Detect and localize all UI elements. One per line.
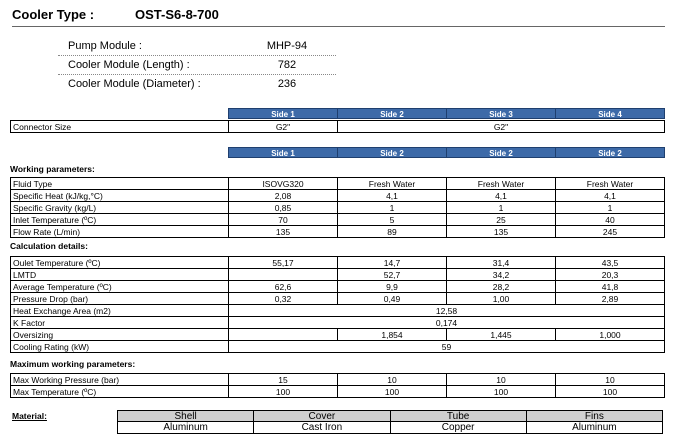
row-value: Fresh Water bbox=[337, 178, 446, 190]
connector-left-value: G2" bbox=[228, 121, 337, 133]
row-label: Flow Rate (L/min) bbox=[10, 226, 228, 238]
cooling-rating-label: Cooling Rating (kW) bbox=[10, 341, 228, 353]
row-value: 4,1 bbox=[555, 190, 665, 202]
row-value: 10 bbox=[555, 374, 665, 386]
row-label: Average Temperature (ºC) bbox=[10, 281, 228, 293]
row-value: 0,85 bbox=[228, 202, 337, 214]
info-label: Cooler Module (Diameter) : bbox=[68, 78, 201, 90]
material-value: Aluminum bbox=[526, 421, 663, 434]
info-value: 782 bbox=[277, 59, 297, 71]
row-label: Max Working Pressure (bar) bbox=[10, 374, 228, 386]
row-value: Fresh Water bbox=[555, 178, 665, 190]
row-value: 0,32 bbox=[228, 293, 337, 305]
row-value: 14,7 bbox=[337, 257, 446, 269]
connector-header-side-3: Side 3 bbox=[446, 108, 556, 119]
cooler-type-value: OST-S6-8-700 bbox=[135, 7, 219, 22]
row-value: 100 bbox=[555, 386, 665, 398]
row-value: 25 bbox=[446, 214, 555, 226]
row-label: LMTD bbox=[10, 269, 228, 281]
connector-header-side-1: Side 1 bbox=[228, 108, 338, 119]
row-label: Specific Gravity (kg/L) bbox=[10, 202, 228, 214]
row-value: 135 bbox=[446, 226, 555, 238]
material-label: Material: bbox=[12, 411, 47, 421]
working-header-2: Side 2 bbox=[337, 147, 447, 158]
cooling-rating-value: 59 bbox=[228, 341, 665, 353]
info-row bbox=[58, 37, 336, 56]
row-label: Oulet Temperature (ºC) bbox=[10, 257, 228, 269]
info-row bbox=[58, 56, 336, 75]
row-label: Specific Heat (kJ/kg,°C) bbox=[10, 190, 228, 202]
heat-exchange-area-value: 12,58 bbox=[228, 305, 665, 317]
oversizing-value: 1,445 bbox=[446, 329, 555, 341]
row-value bbox=[228, 269, 337, 281]
row-label: Inlet Temperature (ºC) bbox=[10, 214, 228, 226]
row-value: 34,2 bbox=[446, 269, 555, 281]
row-value: 2,08 bbox=[228, 190, 337, 202]
material-value: Aluminum bbox=[117, 421, 254, 434]
row-value: 15 bbox=[228, 374, 337, 386]
row-value: 43,5 bbox=[555, 257, 665, 269]
k-factor-value: 0,174 bbox=[228, 317, 665, 329]
row-value: 31,4 bbox=[446, 257, 555, 269]
working-header-3: Side 2 bbox=[446, 147, 556, 158]
row-value: 9,9 bbox=[337, 281, 446, 293]
cooler-type-label: Cooler Type : bbox=[12, 7, 95, 22]
row-value: 62,6 bbox=[228, 281, 337, 293]
row-value: 40 bbox=[555, 214, 665, 226]
row-value: 5 bbox=[337, 214, 446, 226]
material-header: Fins bbox=[526, 410, 663, 422]
row-value: 100 bbox=[228, 386, 337, 398]
row-label: Pressure Drop (bar) bbox=[10, 293, 228, 305]
row-value: 55,17 bbox=[228, 257, 337, 269]
material-table bbox=[118, 410, 663, 434]
material-header: Tube bbox=[390, 410, 527, 422]
oversizing-value: 1,000 bbox=[555, 329, 665, 341]
max-title: Maximum working parameters: bbox=[10, 359, 136, 369]
row-value: 2,89 bbox=[555, 293, 665, 305]
row-label: Fluid Type bbox=[10, 178, 228, 190]
row-value: 1,00 bbox=[446, 293, 555, 305]
connector-header-side-4: Side 4 bbox=[555, 108, 665, 119]
info-label: Pump Module : bbox=[68, 40, 142, 52]
connector-size-label: Connector Size bbox=[10, 121, 228, 133]
row-label: Max Temperature (ºC) bbox=[10, 386, 228, 398]
module-info-table bbox=[58, 37, 336, 93]
row-value: 89 bbox=[337, 226, 446, 238]
info-value: 236 bbox=[277, 78, 297, 90]
row-value: 41,8 bbox=[555, 281, 665, 293]
row-value: 4,1 bbox=[446, 190, 555, 202]
row-value: 0,49 bbox=[337, 293, 446, 305]
row-value: 135 bbox=[228, 226, 337, 238]
oversizing-value: 1,854 bbox=[337, 329, 446, 341]
info-label: Cooler Module (Length) : bbox=[68, 59, 190, 71]
row-value: 1 bbox=[337, 202, 446, 214]
row-value: 20,3 bbox=[555, 269, 665, 281]
connector-right-value: G2" bbox=[337, 121, 665, 133]
row-value: 1 bbox=[555, 202, 665, 214]
heat-exchange-area-label: Heat Exchange Area (m2) bbox=[10, 305, 228, 317]
calc-title: Calculation details: bbox=[10, 241, 88, 251]
row-value: 1 bbox=[446, 202, 555, 214]
connector-header-side-2: Side 2 bbox=[337, 108, 447, 119]
row-value: 28,2 bbox=[446, 281, 555, 293]
row-value: ISOVG320 bbox=[228, 178, 337, 190]
row-value: 4,1 bbox=[337, 190, 446, 202]
working-header-4: Side 2 bbox=[555, 147, 665, 158]
info-row bbox=[58, 75, 336, 93]
oversizing-side1-empty bbox=[228, 329, 337, 341]
material-value: Copper bbox=[390, 421, 527, 434]
material-value: Cast Iron bbox=[253, 421, 390, 434]
row-value: 70 bbox=[228, 214, 337, 226]
title-rule bbox=[12, 26, 665, 27]
material-header: Cover bbox=[253, 410, 390, 422]
material-header: Shell bbox=[117, 410, 254, 422]
working-header-1: Side 1 bbox=[228, 147, 338, 158]
info-value: MHP-94 bbox=[266, 40, 308, 52]
row-value: 10 bbox=[446, 374, 555, 386]
row-value: 52,7 bbox=[337, 269, 446, 281]
row-value: 245 bbox=[555, 226, 665, 238]
row-value: Fresh Water bbox=[446, 178, 555, 190]
working-parameters-title: Working parameters: bbox=[10, 164, 95, 174]
row-value: 100 bbox=[446, 386, 555, 398]
row-value: 10 bbox=[337, 374, 446, 386]
row-value: 100 bbox=[337, 386, 446, 398]
k-factor-label: K Factor bbox=[10, 317, 228, 329]
oversizing-label: Oversizing bbox=[10, 329, 228, 341]
